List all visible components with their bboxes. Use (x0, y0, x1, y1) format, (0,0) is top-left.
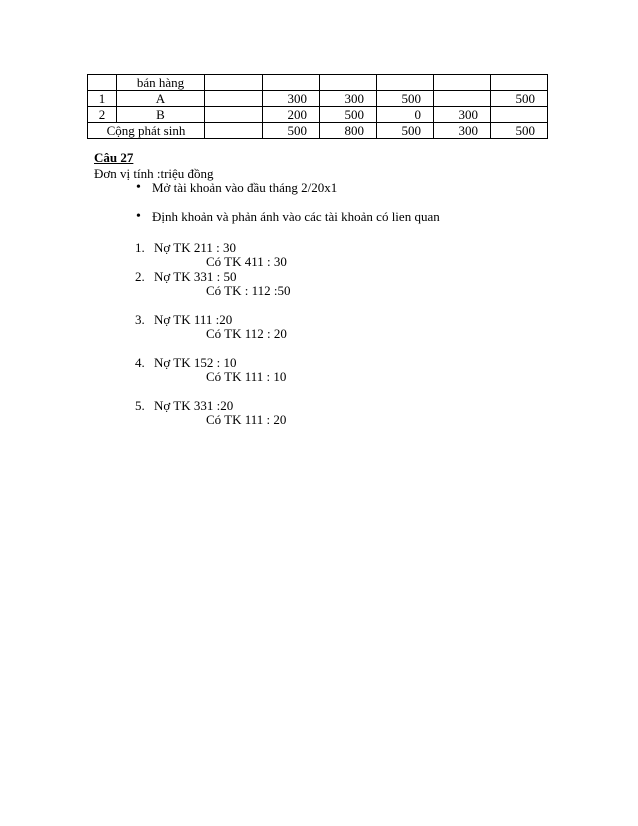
table-cell (491, 75, 548, 91)
entry-debit: Nợ TK 331 :20 (154, 398, 234, 413)
table-cell: B (117, 107, 205, 123)
entry-debit: Nợ TK 152 : 10 (154, 355, 237, 370)
table-cell: 500 (320, 107, 377, 123)
table-cell: 300 (434, 107, 491, 123)
table-cell: 2 (88, 107, 117, 123)
entry-debit: Nợ TK 331 : 50 (154, 269, 237, 284)
entry-debit: Nợ TK 211 : 30 (154, 240, 236, 255)
entry-debit: Nợ TK 111 :20 (154, 312, 233, 327)
table-cell (434, 75, 491, 91)
entry-credit: Có TK 111 : 10 (206, 369, 287, 384)
table-cell (434, 91, 491, 107)
table-cell: bán hàng (117, 75, 205, 91)
table-cell: A (117, 91, 205, 107)
table-cell (205, 123, 263, 139)
table-cell (88, 75, 117, 91)
table-cell (205, 91, 263, 107)
table-cell: 300 (263, 91, 320, 107)
table-cell: 200 (263, 107, 320, 123)
entry-number: 3. (135, 312, 145, 327)
table-row (88, 91, 548, 107)
table-cell: 300 (320, 91, 377, 107)
bullet-item: • Định khoản và phản ánh vào các tài khoản có lien quan (152, 209, 440, 225)
table-cell: Cộng phát sinh (88, 123, 205, 139)
table-cell (205, 107, 263, 123)
entry-credit: Có TK : 112 :50 (206, 283, 291, 298)
entry-number: 2. (135, 269, 145, 284)
bullet-item: • Mở tài khoản vào đầu tháng 2/20x1 (152, 180, 337, 196)
table-cell (263, 75, 320, 91)
table-cell: 1 (88, 91, 117, 107)
table-cell: 0 (377, 107, 434, 123)
table-cell: 500 (491, 91, 548, 107)
table-row (88, 75, 548, 91)
entry-credit: Có TK 112 : 20 (206, 326, 287, 341)
table-cell: 500 (377, 91, 434, 107)
table-cell (320, 75, 377, 91)
unit-note: Đơn vị tính :triệu đồng (94, 166, 214, 181)
entry-credit: Có TK 411 : 30 (206, 254, 287, 269)
table-row-total (88, 123, 548, 139)
table-cell: 500 (377, 123, 434, 139)
entry-number: 5. (135, 398, 145, 413)
table-cell: 500 (491, 123, 548, 139)
entry-credit: Có TK 111 : 20 (206, 412, 287, 427)
table-cell (205, 75, 263, 91)
table-cell: 800 (320, 123, 377, 139)
entry-number: 4. (135, 355, 145, 370)
question-title: Câu 27 (94, 150, 134, 165)
table-cell: 500 (263, 123, 320, 139)
entry-number: 1. (135, 240, 145, 255)
table-row (88, 107, 548, 123)
accounting-table (87, 74, 548, 139)
table-cell (377, 75, 434, 91)
table-cell: 300 (434, 123, 491, 139)
table-cell (491, 107, 548, 123)
